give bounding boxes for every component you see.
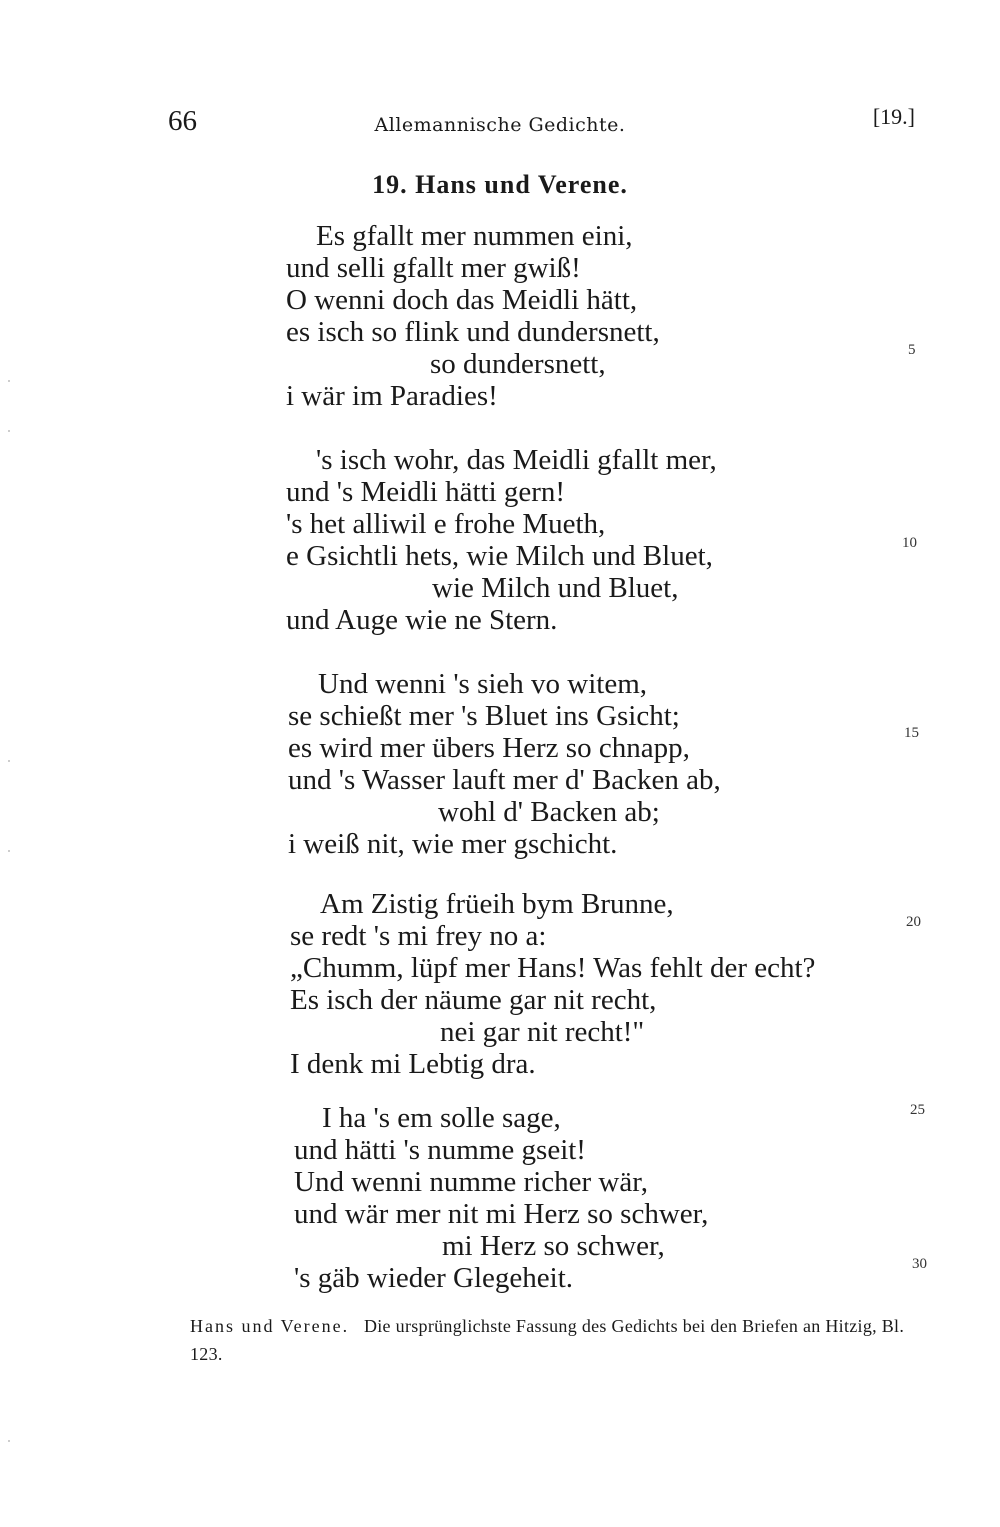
verse-line: und Auge wie ne Stern. <box>286 604 558 636</box>
verse-line: wie Milch und Bluet, <box>432 572 679 604</box>
poem-title: 19. Hans und Verene. <box>372 170 628 199</box>
verse-line: Am Zistig früeih bym Brunne, <box>320 888 674 920</box>
line-number: 30 <box>912 1256 927 1272</box>
verse-line: Es isch der näume gar nit recht, <box>290 984 657 1016</box>
verse-line: nei gar nit recht!" <box>440 1016 645 1048</box>
line-number: 15 <box>904 725 919 741</box>
verse-line: 's het alliwil e frohe Mueth, <box>286 508 606 540</box>
verse-line: O wenni doch das Meidli hätt, <box>286 284 638 316</box>
verse-line: 's gäb wieder Glegeheit. <box>294 1262 574 1294</box>
verse-line: se redt 's mi frey no a: <box>290 920 547 952</box>
footnote-title: Hans und Verene. <box>190 1316 350 1336</box>
verse-line: i wär im Paradies! <box>286 380 498 412</box>
scan-artifact <box>8 760 10 762</box>
verse-line: „Chumm, lüpf mer Hans! Was fehlt der echt? <box>290 952 816 984</box>
verse-line: es wird mer übers Herz so chnapp, <box>288 732 690 764</box>
verse-line: und 's Wasser lauft mer d' Backen ab, <box>288 764 721 796</box>
scan-artifact <box>8 1440 10 1442</box>
verse-line: so dundersnett, <box>430 348 606 380</box>
verse-line: e Gsichtli hets, wie Milch und Bluet, <box>286 540 713 572</box>
line-number: 25 <box>910 1102 925 1118</box>
page-number: 66 <box>168 105 197 137</box>
line-number: 10 <box>902 535 917 551</box>
scan-artifact <box>8 380 10 382</box>
verse-line: I ha 's em solle sage, <box>322 1102 561 1134</box>
line-number: 5 <box>908 342 916 358</box>
verse-line: 's isch wohr, das Meidli gfallt mer, <box>316 444 717 476</box>
line-number: 20 <box>906 914 921 930</box>
verse-line: mi Herz so schwer, <box>442 1230 665 1262</box>
verse-line: und selli gfallt mer gwiß! <box>286 252 581 284</box>
verse-line: wohl d' Backen ab; <box>438 796 660 828</box>
verse-line: Und wenni numme richer wär, <box>294 1166 648 1198</box>
scan-artifact <box>8 850 10 852</box>
footnote <box>190 1312 940 1368</box>
verse-line: Es gfallt mer nummen eini, <box>316 220 633 252</box>
verse-line: es isch so flink und dundersnett, <box>286 316 660 348</box>
poem-reference: [19.] <box>872 104 915 129</box>
verse-line: und hätti 's numme gseit! <box>294 1134 586 1166</box>
verse-line: und wär mer nit mi Herz so schwer, <box>294 1198 709 1230</box>
verse-line: i weiß nit, wie mer gschicht. <box>288 828 618 860</box>
running-title: Allemannische Gedichte. <box>374 114 626 136</box>
verse-line: und 's Meidli hätti gern! <box>286 476 566 508</box>
verse-line: I denk mi Lebtig dra. <box>290 1048 536 1080</box>
verse-line: Und wenni 's sieh vo witem, <box>318 668 648 700</box>
scan-artifact <box>8 430 10 432</box>
footnote-text: Die ursprünglichste Fassung des Gedichts bei den Briefen an Hitzig, Bl. 123. <box>190 1316 905 1364</box>
verse-line: se schießt mer 's Bluet ins Gsicht; <box>288 700 680 732</box>
